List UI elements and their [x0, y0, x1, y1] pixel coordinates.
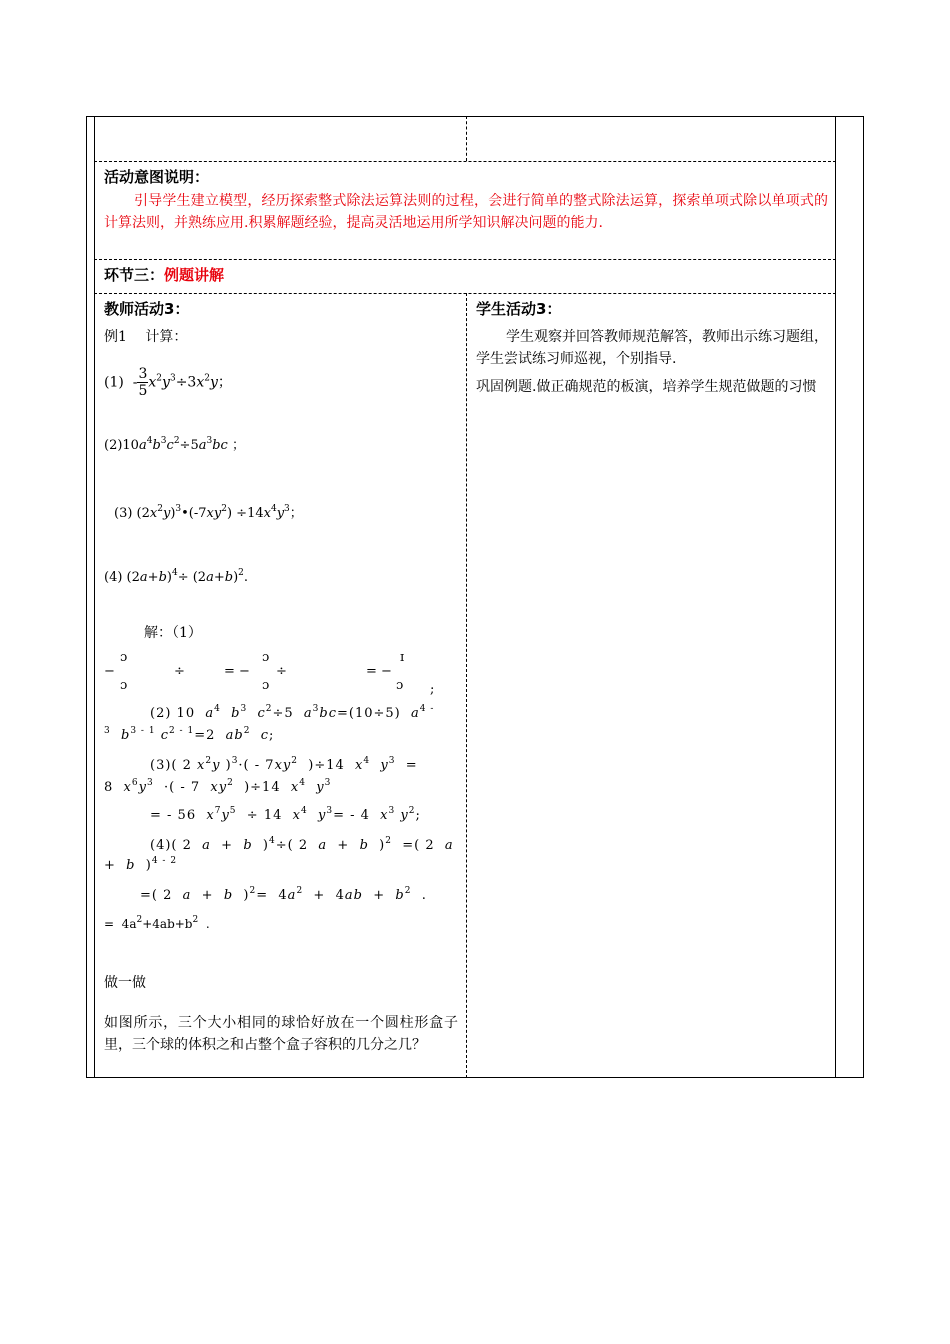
- intent-heading: 活动意图说明：: [104, 168, 210, 186]
- solution-2-line2: $^3$ $b^{3 - 1}$ $c^{2 - 1}=2$ $ab^2$ c;: [104, 726, 275, 743]
- solution-3-line2: 8 $x^6y^3$ ·( - 7 $xy^2$ )÷14 $x^4$ $y^3$: [104, 778, 332, 795]
- problem-4: (4) $(2a+b)^4\div (2a+b)^2$.: [104, 568, 249, 585]
- solution-1-clipped: ɔ − ɔ ÷ ɔ = − ɔ ÷ ɪ = − ɔ ;: [104, 650, 435, 697]
- solution-3-line3: = - 56 $x^7y^5 \div 14$ $x^4$ $y^3= - 4$ $x^3$ $y^2$;: [150, 806, 421, 823]
- solution-label: 解：（1）: [144, 625, 202, 641]
- section-prefix: 环节三：: [104, 266, 165, 284]
- solution-3-line1: (3)( 2 $x^2y$ )$^3\cdot( - 7xy^2$ )÷14 $x^4$ $y^3$ =: [150, 756, 418, 773]
- section-heading: [104, 264, 224, 286]
- problem-text: 如图所示，三个大小相同的球恰好放在一个圆柱形盒子里，三个球的体积之和占整个盒子容积的几分之几？: [104, 1015, 458, 1053]
- row-divider: [94, 259, 836, 260]
- student-text-1: 学生观察并回答教师规范解答，教师出示练习题组，学生尝试练习师巡视，个别指导.: [476, 329, 828, 367]
- solution-2-line1: (2) 10 $a^4$ $b^3$ $c^2\div 5$ $a^3bc=(10\div 5)$ $a^{4 -}$: [150, 704, 435, 721]
- section-title: 例题讲解: [164, 266, 225, 284]
- student-heading: 学生活动3：: [476, 300, 562, 318]
- problem-2: $(2)10a^4b^3c^2\div 5a^3bc$ ；: [104, 436, 245, 453]
- try-label: 做一做: [104, 975, 146, 991]
- row-divider: [94, 161, 836, 162]
- column-divider: [466, 116, 467, 161]
- problem-3: (3) $(2x^2y)^3•(-7xy^2) \div 14x^4y^3$；: [114, 504, 303, 521]
- teacher-heading: 教师活动3：: [104, 300, 190, 318]
- problem-1: (1) - $\frac{3}{5}$ $x^2y^3\div 3x^2y$；: [104, 366, 232, 399]
- example-title: 例1 计算：: [104, 329, 188, 345]
- solution-4-line4: = $4a^2+4ab+b^2$ .: [104, 915, 210, 931]
- column-divider: [466, 293, 467, 1078]
- intent-text: 引导学生建立模型，经历探索整式除法运算法则的过程，会进行简单的整式除法运算，探索单项式除以单项式的计算法则，并熟练应用.积累解题经验，提高灵活地运用所学知识解决问题的能力.: [104, 193, 828, 231]
- solution-4-line2: + b )$^{4 - 2}$: [104, 856, 178, 873]
- solution-4-line3: =( 2 a + b )$^2= 4a^2 + 4ab + b^2$ .: [140, 886, 427, 903]
- student-text-2: 巩固例题.做正确规范的板演，培养学生规范做题的习惯: [476, 379, 817, 395]
- solution-4-line1: (4)( 2 a + b )$^4$÷( 2 a + b )$^2$ =( 2 a: [150, 836, 454, 853]
- row-divider: [94, 293, 836, 294]
